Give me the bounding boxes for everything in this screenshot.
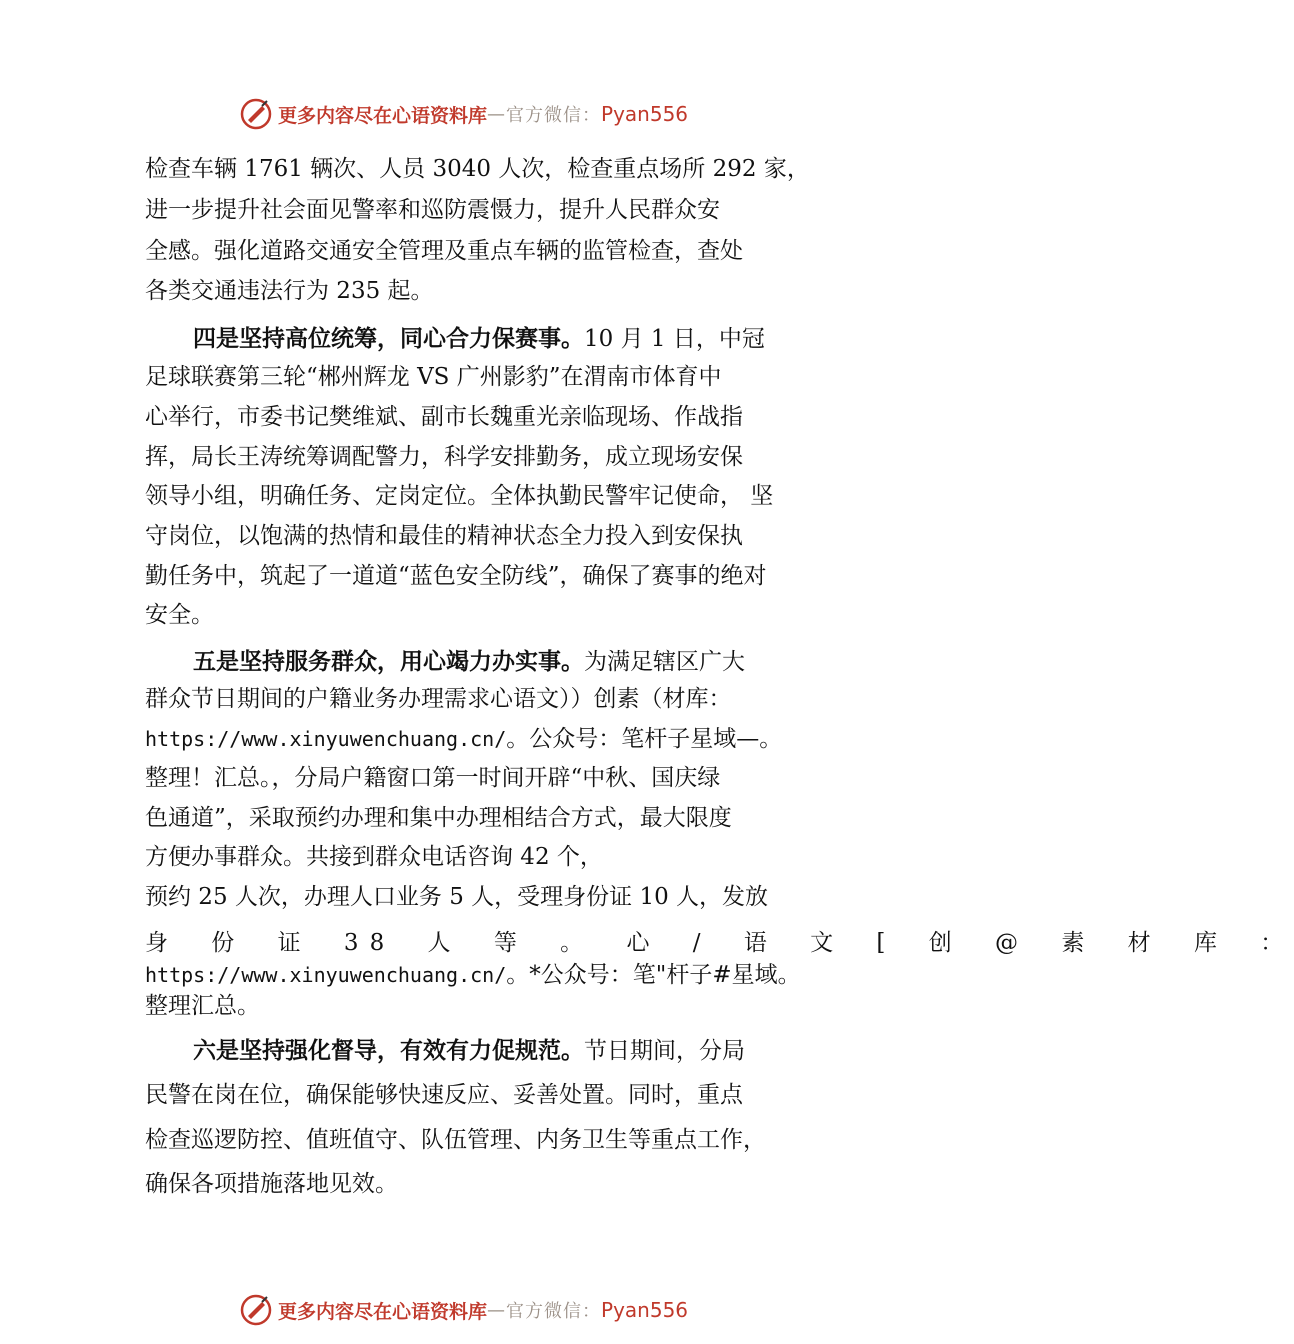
p5-url-line-2: [145, 960, 801, 990]
p6-heading: 六是坚持强化督导，有效有力促规范。: [193, 1038, 584, 1064]
p5-url-line: [145, 724, 782, 754]
p6-first-text: 节日期间，分局: [584, 1038, 745, 1064]
p4-first-text: 10 月 1 日，中冠: [584, 326, 765, 352]
p5-line: 方便办事群众。共接到群众电话咨询 42 个，: [145, 844, 603, 870]
p6-line: 检查巡逻防控、值班值守、队伍管理、内务卫生等重点工作，: [145, 1127, 766, 1153]
footer-banner: [238, 1290, 688, 1330]
p4-first-line: [193, 324, 765, 354]
p4-line: 勤任务中，筑起了一道道“蓝色安全防线”，确保了赛事的绝对: [145, 563, 767, 589]
body-line: 各类交通违法行为 235 起。: [145, 278, 434, 304]
footer-brand-text: 更多内容尽在心语资料库: [278, 1300, 488, 1323]
p6-first-line: [193, 1036, 745, 1066]
p5-spread-text: 身 份 证 38 人 等 。 心 / 语 文 [ 创 @ 素 材 库 ：: [145, 930, 1294, 956]
p5-line: 群众节日期间的户籍业务办理需求心语文））创素（材库：: [145, 686, 732, 712]
footer-wechat-id: Pyan556: [601, 1298, 689, 1322]
p5-url-link-2[interactable]: https://www.xinyuwenchuang.cn/: [145, 963, 507, 987]
footer-dash: —: [487, 1299, 507, 1321]
brand-logo-icon: [238, 96, 274, 132]
p5-line: 整理！汇总。，分局户籍窗口第一时间开辟“中秋、国庆绿: [145, 765, 721, 791]
p4-line: 足球联赛第三轮“郴州辉龙 VS 广州影豹”在渭南市体育中: [145, 364, 722, 390]
p5-first-text: 为满足辖区广大: [584, 649, 745, 675]
p4-line: 安全。: [145, 602, 214, 628]
p5-line: 色通道”，采取预约办理和集中办理相结合方式，最大限度: [145, 805, 732, 831]
p4-line: 守岗位，以饱满的热情和最佳的精神状态全力投入到安保执: [145, 523, 743, 549]
p6-line: 民警在岗在位，确保能够快速反应、妥善处置。同时，重点: [145, 1082, 743, 1108]
brand-logo-icon: [238, 1292, 274, 1328]
p5-spread-line: [145, 928, 1294, 958]
body-line: 全感。强化道路交通安全管理及重点车辆的监管检查，查处: [145, 238, 743, 264]
p5-url-link[interactable]: https://www.xinyuwenchuang.cn/: [145, 727, 507, 751]
p4-line: 领导小组，明确任务、定岗定位。全体执勤民警牢记使命， 坚: [145, 483, 774, 509]
header-banner: [238, 94, 688, 134]
p6-line: 确保各项措施落地见效。: [145, 1171, 398, 1197]
footer-official-label: 官方微信：: [506, 1301, 602, 1322]
p5-url-tail-2: 。*公众号：笔"杆子#星域。: [506, 962, 801, 988]
body-line: 检查车辆 1761 辆次、人员 3040 人次，检查重点场所 292 家，: [145, 156, 810, 182]
header-dash: —: [487, 103, 507, 125]
p5-heading: 五是坚持服务群众，用心竭力办实事。: [193, 649, 584, 675]
body-line: 进一步提升社会面见警率和巡防震慑力，提升人民群众安: [145, 197, 720, 223]
header-wechat-id: Pyan556: [601, 102, 689, 126]
p4-heading: 四是坚持高位统筹，同心合力保赛事。: [193, 326, 584, 352]
p5-url-tail: 。公众号：笔杆子星域—。: [506, 726, 783, 752]
header-official-label: 官方微信：: [506, 105, 602, 126]
p5-line: 预约 25 人次，办理人口业务 5 人，受理身份证 10 人，发放: [145, 884, 769, 910]
p4-line: 挥，局长王涛统筹调配警力，科学安排勤务，成立现场安保: [145, 444, 743, 470]
p5-first-line: [193, 647, 745, 677]
p5-line: 整理汇总。: [145, 993, 260, 1019]
header-brand-text: 更多内容尽在心语资料库: [278, 104, 488, 127]
p4-line: 心举行，市委书记樊维斌、副市长魏重光亲临现场、作战指: [145, 404, 743, 430]
